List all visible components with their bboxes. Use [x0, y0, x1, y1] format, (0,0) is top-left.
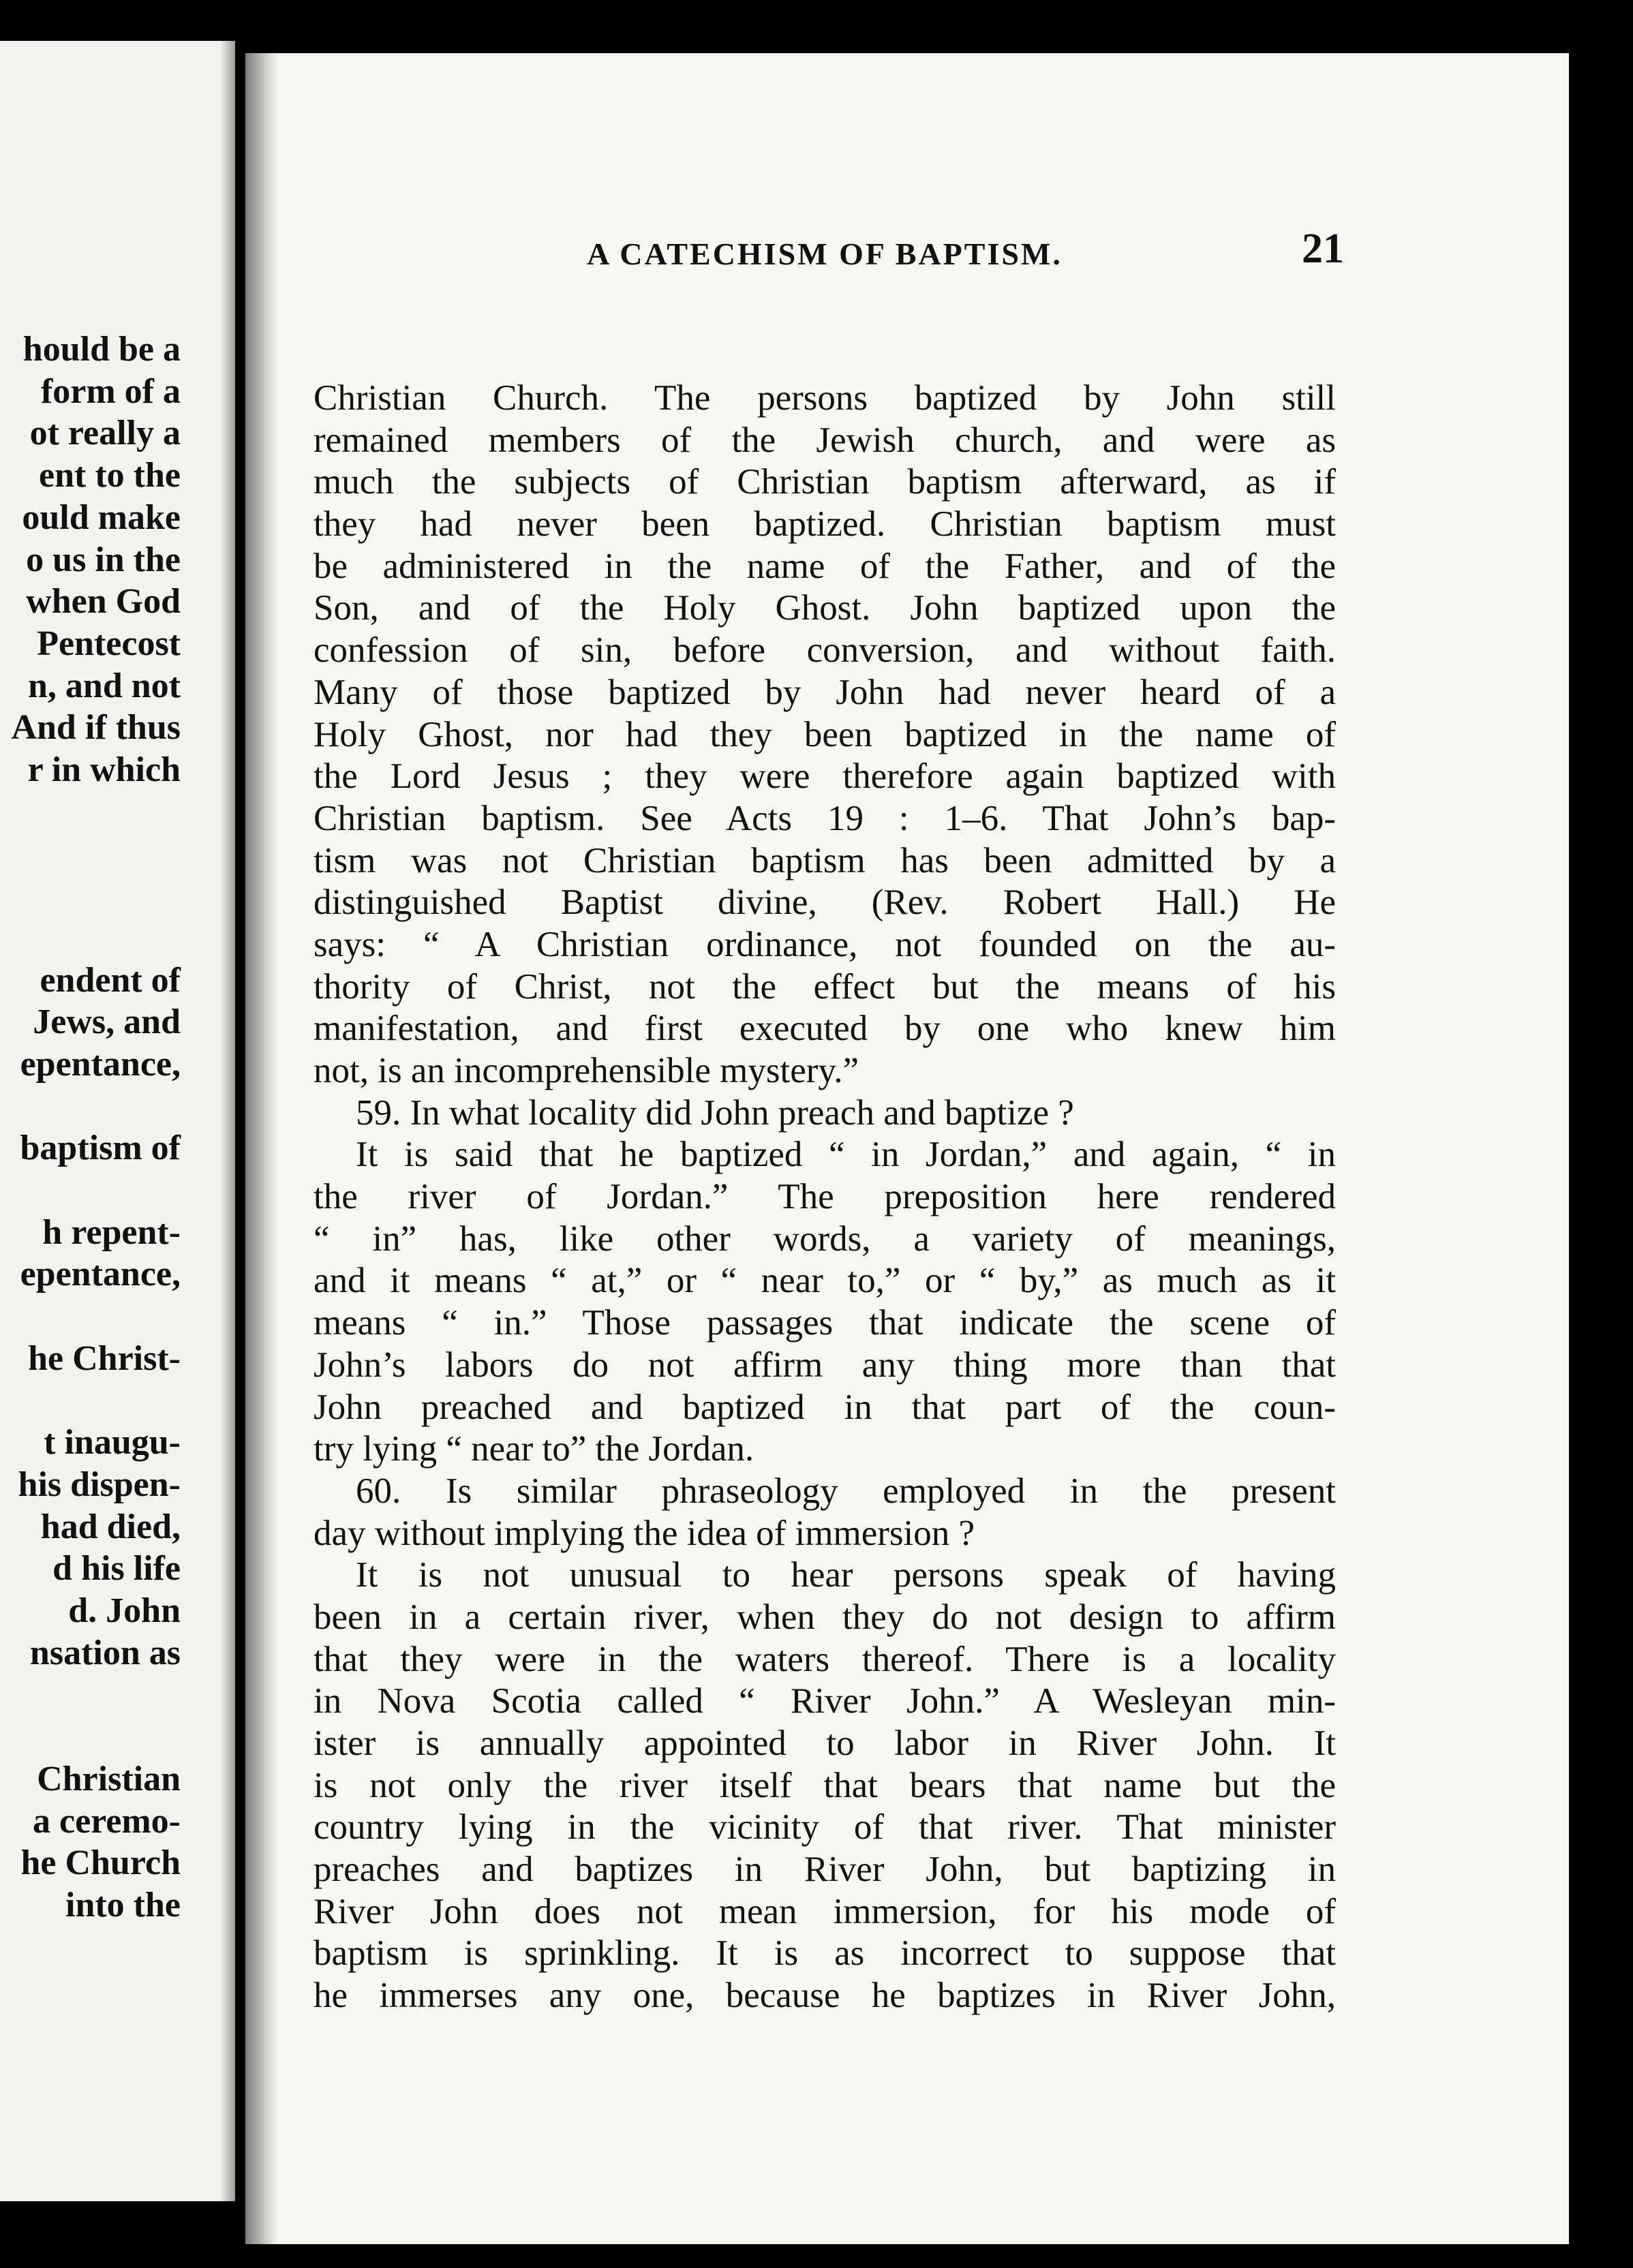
facing-page-line: h repent-: [42, 1212, 181, 1252]
text-line: day without implying the idea of immersion ?: [314, 1513, 975, 1553]
text-line: baptism is sprinkling. It is as incorrect to suppose that: [314, 1933, 1336, 1974]
text-line: 60. Is similar phraseology employed in the present: [356, 1471, 1336, 1511]
facing-page-line: d. John: [68, 1591, 181, 1630]
facing-page-line: form of a: [40, 371, 181, 411]
page-number: 21: [1302, 226, 1344, 272]
text-line: Many of those baptized by John had never heard of a: [314, 672, 1336, 712]
text-line: the river of Jordan.” The preposition here rendered: [314, 1177, 1336, 1217]
facing-page-line: a ceremo-: [32, 1801, 181, 1841]
text-line: that they were in the waters thereof. There is a locality: [314, 1639, 1336, 1679]
text-line: 59. In what locality did John preach and baptize ?: [356, 1092, 1074, 1133]
text-line: try lying “ near to” the Jordan.: [314, 1429, 754, 1469]
facing-page-line: o us in the: [26, 540, 181, 579]
text-line: says: “ A Christian ordinance, not founded on the au-: [314, 924, 1336, 964]
facing-page-line: ot really a: [29, 414, 181, 453]
text-line: It is said that he baptized “ in Jordan,” and again, “ in: [356, 1135, 1336, 1175]
text-line: and it means “ at,” or “ near to,” or “ by,” as much as it: [314, 1261, 1336, 1301]
page-binding: [245, 53, 278, 2244]
facing-page-line: And if thus: [11, 708, 181, 748]
text-line: in Nova Scotia called “ River John.” A Wesleyan min-: [314, 1681, 1336, 1721]
facing-page-line: he Church: [20, 1843, 181, 1883]
facing-page-line: baptism of: [20, 1129, 181, 1168]
text-line: he immerses any one, because he baptizes in River John,: [314, 1976, 1336, 2016]
facing-page-line: epentance,: [20, 1044, 181, 1084]
gutter-shadow: [220, 41, 235, 2201]
text-line: not, is an incomprehensible mystery.”: [314, 1051, 859, 1090]
facing-page-line: epentance,: [20, 1255, 181, 1294]
text-line: be administered in the name of the Father, and of the: [314, 546, 1336, 586]
body-text: [314, 378, 1336, 2017]
text-line: the Lord Jesus ; they were therefore again baptized with: [314, 756, 1336, 797]
facing-page-line: d his life: [52, 1549, 181, 1589]
text-line: is not only the river itself that bears that name but the: [314, 1765, 1336, 1805]
facing-page-line: he Christ-: [28, 1338, 181, 1378]
text-line: thority of Christ, not the effect but the means of his: [314, 966, 1336, 1007]
text-line: ister is annually appointed to labor in River John. It: [314, 1723, 1336, 1763]
facing-page: [0, 41, 235, 2201]
facing-page-line: n, and not: [28, 666, 181, 705]
text-line: manifestation, and first executed by one who knew him: [314, 1009, 1336, 1049]
facing-page-line: when God: [26, 582, 181, 622]
facing-page-line: hould be a: [22, 330, 181, 369]
text-line: much the subjects of Christian baptism afterward, as if: [314, 462, 1336, 502]
text-line: distinguished Baptist divine, (Rev. Robert Hall.) He: [314, 883, 1336, 923]
text-line: River John does not mean immersion, for his mode of: [314, 1891, 1336, 1931]
facing-page-line: his dispen-: [18, 1465, 181, 1504]
text-line: confession of sin, before conversion, and without faith.: [314, 630, 1336, 671]
book-page: [245, 53, 1569, 2244]
text-line: been in a certain river, when they do not design to affirm: [314, 1597, 1336, 1637]
facing-page-line: ent to the: [39, 456, 181, 495]
text-line: they had never been baptized. Christian baptism must: [314, 504, 1336, 545]
facing-page-line: ould make: [22, 497, 181, 537]
text-line: means “ in.” Those passages that indicate the scene of: [314, 1303, 1336, 1343]
facing-page-line: had died,: [40, 1507, 181, 1546]
text-line: Christian Church. The persons baptized by John still: [314, 378, 1336, 418]
text-line: John’s labors do not affirm any thing more than that: [314, 1345, 1336, 1385]
facing-page-line: Christian: [37, 1759, 181, 1798]
text-line: “ in” has, like other words, a variety of meanings,: [314, 1219, 1336, 1259]
text-line: preaches and baptizes in River John, but baptizing in: [314, 1850, 1336, 1890]
facing-page-line: Pentecost: [37, 624, 181, 663]
text-line: Son, and of the Holy Ghost. John baptized upon the: [314, 588, 1336, 628]
facing-page-line: nsation as: [29, 1633, 181, 1672]
facing-page-line: Jews, and: [33, 1002, 181, 1042]
text-line: Holy Ghost, nor had they been baptized in the name of: [314, 714, 1336, 754]
text-line: tism was not Christian baptism has been admitted by a: [314, 840, 1336, 880]
text-line: Christian baptism. See Acts 19 : 1–6. That John’s bap-: [314, 798, 1336, 838]
facing-page-line: r in which: [27, 750, 181, 789]
text-line: John preached and baptized in that part of the coun-: [314, 1387, 1336, 1427]
text-line: country lying in the vicinity of that river. That minister: [314, 1807, 1336, 1848]
facing-page-line: into the: [65, 1885, 181, 1925]
text-line: remained members of the Jewish church, and were as: [314, 420, 1336, 460]
facing-page-line: endent of: [40, 960, 181, 1000]
facing-page-line: t inaugu-: [44, 1423, 181, 1462]
running-head: A CATECHISM OF BAPTISM.: [587, 236, 1063, 271]
text-line: It is not unusual to hear persons speak of having: [356, 1555, 1336, 1595]
